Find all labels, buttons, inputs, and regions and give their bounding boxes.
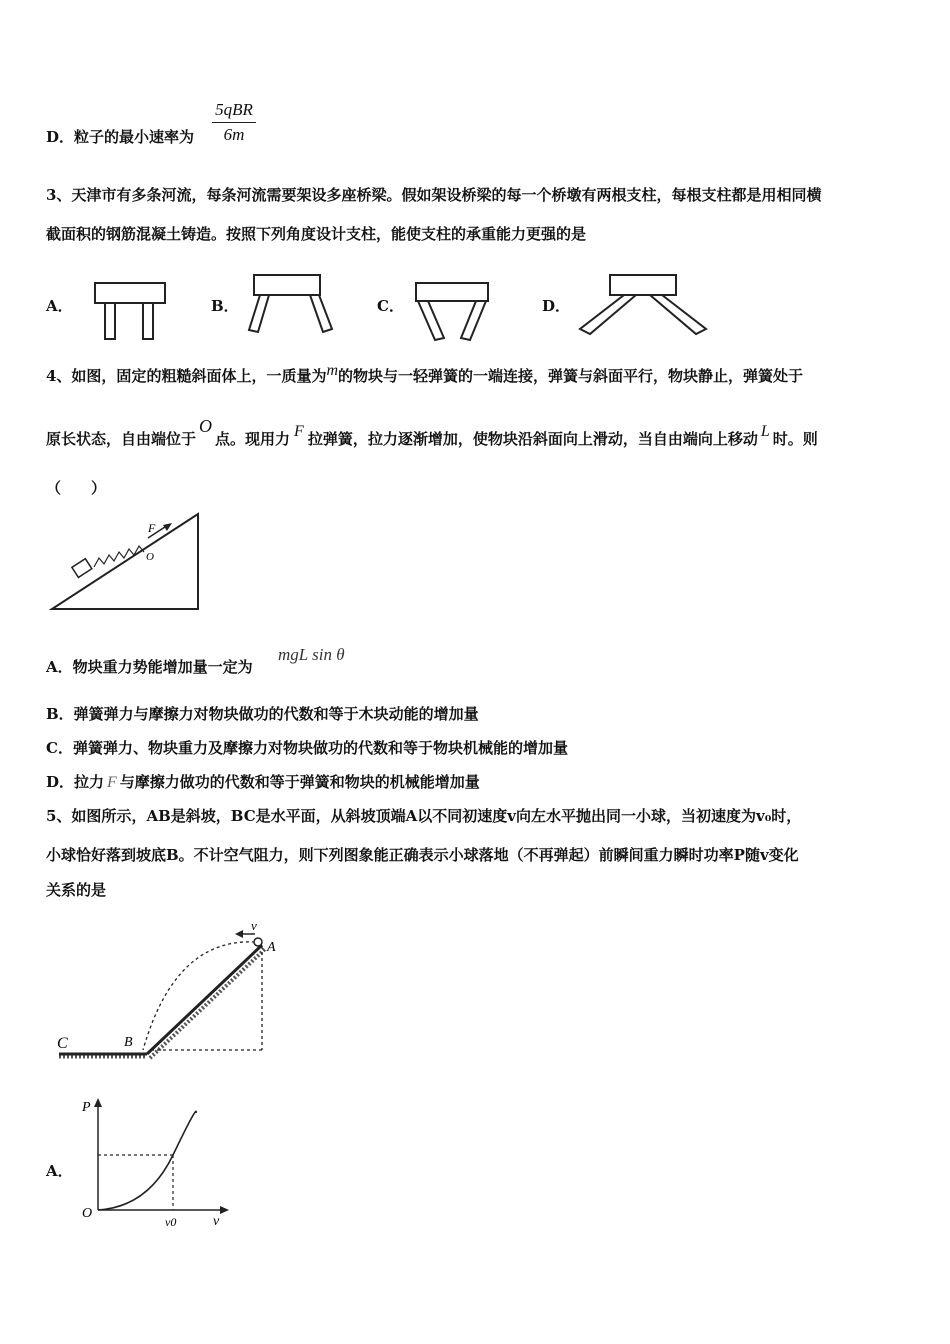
q5-text-line3: 关系的是 [46, 881, 107, 899]
q5-graph-p-label: P [82, 1100, 91, 1115]
q5-option-a-label: A． [46, 1162, 73, 1180]
q4-option-b: B．弹簧弹力与摩擦力对物块做功的代数和等于木块动能的增加量 [46, 705, 479, 723]
q4-option-c: C．弹簧弹力、物块重力及摩擦力对物块做功的代数和等于物块机械能的增加量 [46, 739, 568, 757]
q3-option-d-label: D． [542, 297, 571, 315]
q3-option-d-figure [580, 274, 710, 338]
q4-force-symbol: F [294, 423, 304, 440]
fraction-denominator: 6m [223, 125, 245, 144]
fraction-numerator: 5qBR [212, 100, 256, 123]
q5-slope-figure [55, 918, 285, 1063]
q4-answer-paren: （ ） [46, 479, 107, 497]
q3-text-line1: 3、天津市有多条河流，每条河流需要架设多座桥梁。假如架设桥梁的每一个桥墩有两根支柱，每根支柱都是用相同横 [46, 186, 822, 204]
q5-figure-a-label: A [267, 940, 276, 955]
q4-line2-part4: 时。则 [772, 430, 818, 448]
q3-text-line2: 截面积的钢筋混凝土铸造。按照下列角度设计支柱，能使支柱的承重能力更强的是 [46, 225, 587, 243]
q3-option-c-label: C． [377, 297, 404, 315]
q5-text-line1: 5、如图所示，AB是斜坡，BC是水平面，从斜坡顶端A以不同初速度v向左水平抛出同一小球，当初速度为v₀时， [46, 807, 802, 825]
q5-figure-c-label: C [57, 1035, 68, 1052]
q4-block [72, 559, 92, 578]
q4-option-d-force: F [107, 774, 117, 791]
q5-graph-v0-label: v0 [165, 1215, 177, 1229]
q4-option-a: A．物块重力势能增加量一定为 [46, 658, 253, 676]
q2-option-d-fraction [212, 100, 256, 145]
q4-line2-part2: 点。现用力 [215, 430, 291, 448]
q3-option-a-figure [95, 282, 175, 342]
q4-line1-part2: 的物块与一轻弹簧的一端连接，弹簧与斜面平行，物块静止，弹簧处于 [338, 367, 804, 385]
q4-length-symbol: L [760, 423, 770, 440]
q2-option-d: D．粒子的最小速率为 [46, 128, 195, 146]
q4-figure-f-label: F [148, 521, 156, 535]
q4-figure-o-label: O [146, 551, 154, 563]
q4-option-a-formula: mgL sin θ [278, 645, 345, 664]
q4-line2-part3: 拉弹簧，拉力逐渐增加，使物块沿斜面向上滑动，当自由端向上移动 [307, 430, 758, 448]
q5-option-a-graph [78, 1095, 238, 1233]
q3-option-c-figure [414, 282, 494, 342]
q3-option-b-label: B． [211, 297, 239, 315]
q5-graph-origin-label: O [82, 1206, 93, 1221]
q4-line2-part1: 原长状态，自由端位于 [46, 430, 197, 448]
q5-graph-v-label: v [213, 1214, 220, 1229]
q3-option-a-label: A． [46, 297, 73, 315]
q4-spring [94, 546, 144, 567]
q4-incline-figure [50, 512, 210, 614]
q3-option-b-figure [248, 274, 338, 336]
q4-mass-symbol: m [326, 362, 339, 379]
q4-option-d-part2: 与摩擦力做功的代数和等于弹簧和物块的机械能增加量 [119, 773, 480, 791]
q4-option-d-part1: D．拉力 [46, 773, 105, 791]
q4-text-line2 [46, 416, 818, 450]
q5-figure-b-label: B [124, 1035, 133, 1050]
q4-option-d [46, 772, 480, 793]
q5-figure-v-label: v [251, 918, 257, 933]
q4-point-o-symbol: O [199, 416, 213, 436]
q4-line1-part1: 4、如图，固定的粗糙斜面体上，一质量为 [46, 367, 327, 385]
q5-text-line2: 小球恰好落到坡底B。不计空气阻力，则下列图象能正确表示小球落地（不再弹起）前瞬间重力瞬时功率P随v变化 [46, 846, 799, 864]
q4-text-line1 [46, 362, 804, 387]
